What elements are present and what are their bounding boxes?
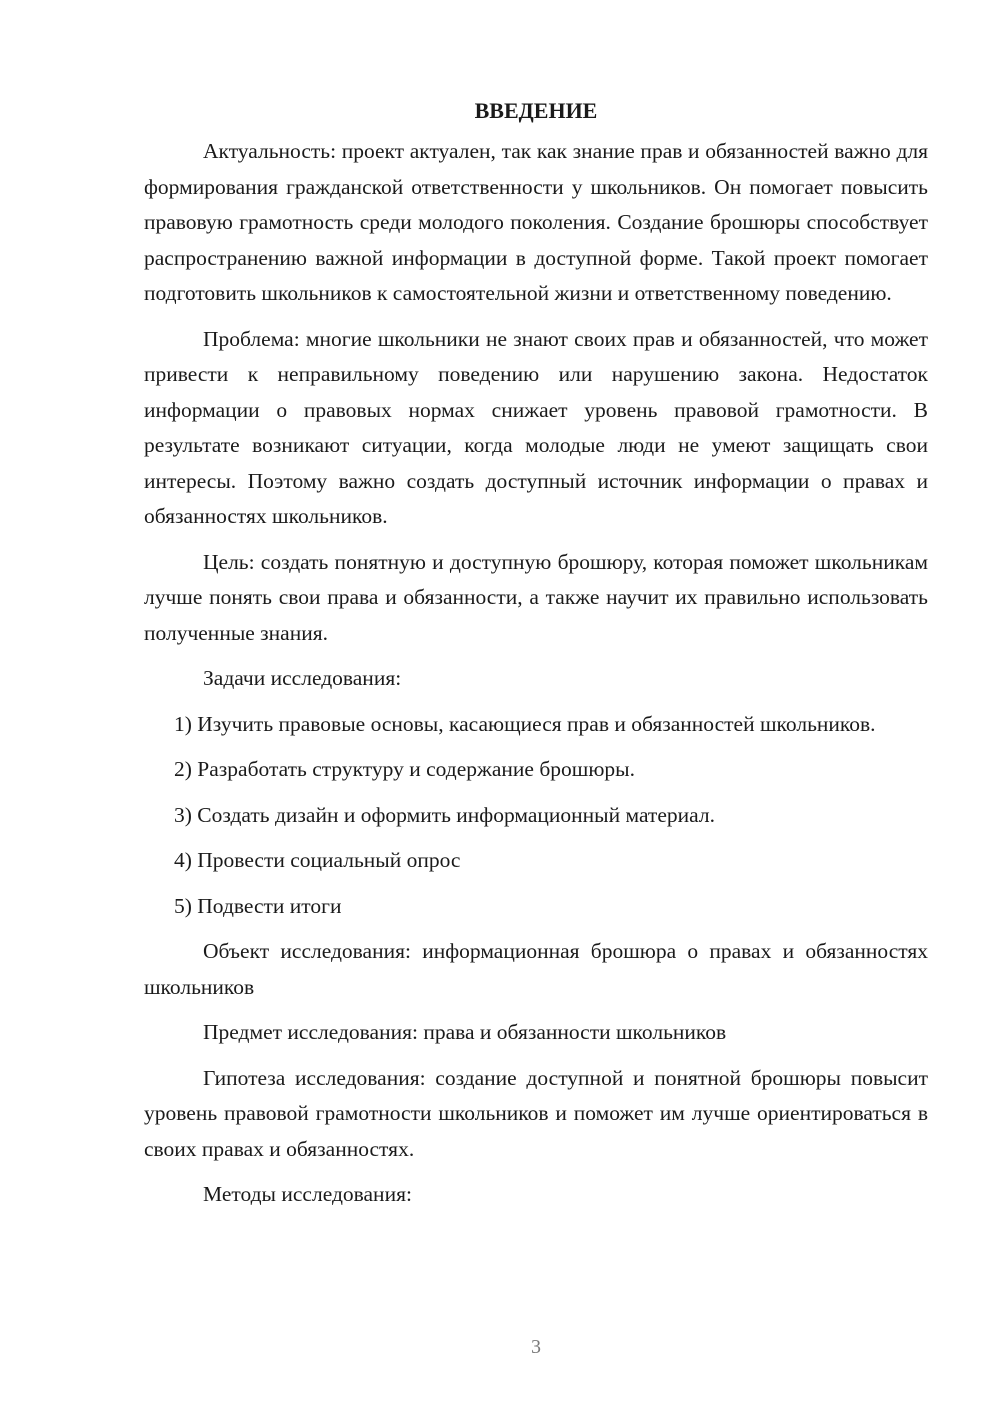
task-item-3: 3) Создать дизайн и оформить информационный материал. xyxy=(174,802,715,827)
task-item-2: 2) Разработать структуру и содержание брошюры. xyxy=(174,757,635,781)
document-page xyxy=(144,94,928,1213)
object-paragraph: Объект исследования: информационная брошюра о правах и обязанностях школьников xyxy=(144,939,928,999)
relevance-paragraph: Актуальность: проект актуален, так как знание прав и обязанностей важно для формирования гражданской ответственности у школьников. Он помогает повысить правовую грамотность среди молодого поколения. Создание брошюры способствует распространению важной информации в доступной форме. Такой проект помогает подготовить школьников к самостоятельной жизни и ответственному поведению. xyxy=(144,139,928,305)
task-item-4: 4) Провести социальный опрос xyxy=(174,848,461,872)
tasks-heading: Задачи исследования: xyxy=(203,666,402,690)
task-item-5: 5) Подвести итоги xyxy=(174,893,342,918)
page-number: 3 xyxy=(531,1336,541,1358)
task-item-1: 1) Изучить правовые основы, касающиеся прав и обязанностей школьников. xyxy=(174,711,876,736)
section-title: ВВЕДЕНИЕ xyxy=(474,98,598,123)
methods-heading: Методы исследования: xyxy=(203,1182,412,1206)
hypothesis-paragraph: Гипотеза исследования: создание доступной и понятной брошюры повысит уровень правовой грамотности школьников и поможет им лучше ориентироваться в своих правах и обязанностях. xyxy=(144,1065,928,1161)
problem-paragraph: Проблема: многие школьники не знают своих прав и обязанностей, что может привести к неправильному поведению или нарушению закона. Недостаток информации о правовых нормах снижает уровень правовой грамотности. В результате возникают ситуации, когда молодые люди не умеют защищать свои интересы. Поэтому важно создать доступный источник информации о правах и обязанностях школьников. xyxy=(144,326,928,528)
goal-paragraph: Цель: создать понятную и доступную брошюру, которая поможет школьникам лучше понять свои права и обязанности, а также научит их правильно использовать полученные знания. xyxy=(144,549,928,645)
subject-paragraph: Предмет исследования: права и обязанности школьников xyxy=(203,1020,727,1044)
